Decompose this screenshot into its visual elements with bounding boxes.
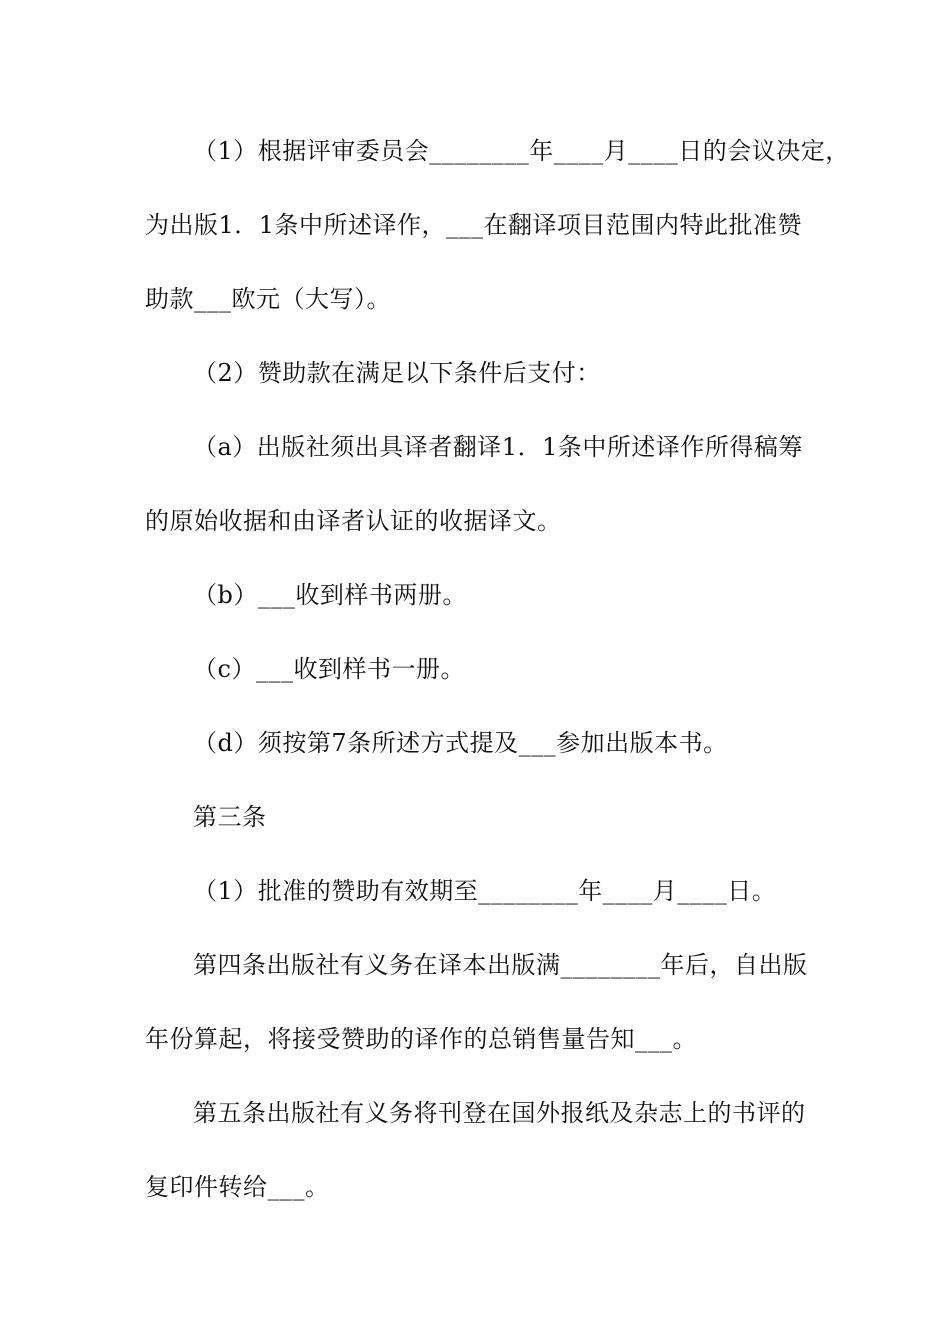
- paragraph-line: （1）批准的赞助有效期至________年____月____日。: [193, 877, 777, 905]
- section-heading: 第三条: [193, 803, 267, 831]
- paragraph-line: （2）赞助款在满足以下条件后支付：: [193, 359, 601, 387]
- paragraph-line: 复印件转给___。: [145, 1173, 330, 1201]
- paragraph-line: 年份算起，将接受赞助的译作的总销售量告知___。: [145, 1025, 697, 1053]
- paragraph-line: 第四条出版社有义务在译本出版满________年后，自出版: [193, 951, 808, 979]
- paragraph-line: （1）根据评审委员会________年____月____日的会议决定，: [193, 137, 850, 165]
- paragraph-line: 为出版1．1条中所述译作，___在翻译项目范围内特此批准赞: [145, 211, 803, 239]
- paragraph-line: 第五条出版社有义务将刊登在国外报纸及杂志上的书评的: [193, 1099, 806, 1127]
- paragraph-line: 助款___欧元（大写）。: [145, 285, 391, 313]
- paragraph-line: （c）___收到样书一册。: [193, 655, 465, 683]
- paragraph-line: 的原始收据和由译者认证的收据译文。: [145, 507, 562, 535]
- paragraph-line: （a）出版社须出具译者翻译1．1条中所述译作所得稿筹: [193, 433, 803, 461]
- paragraph-line: （d）须按第7条所述方式提及___参加出版本书。: [193, 729, 728, 757]
- paragraph-line: （b）___收到样书两册。: [193, 581, 467, 609]
